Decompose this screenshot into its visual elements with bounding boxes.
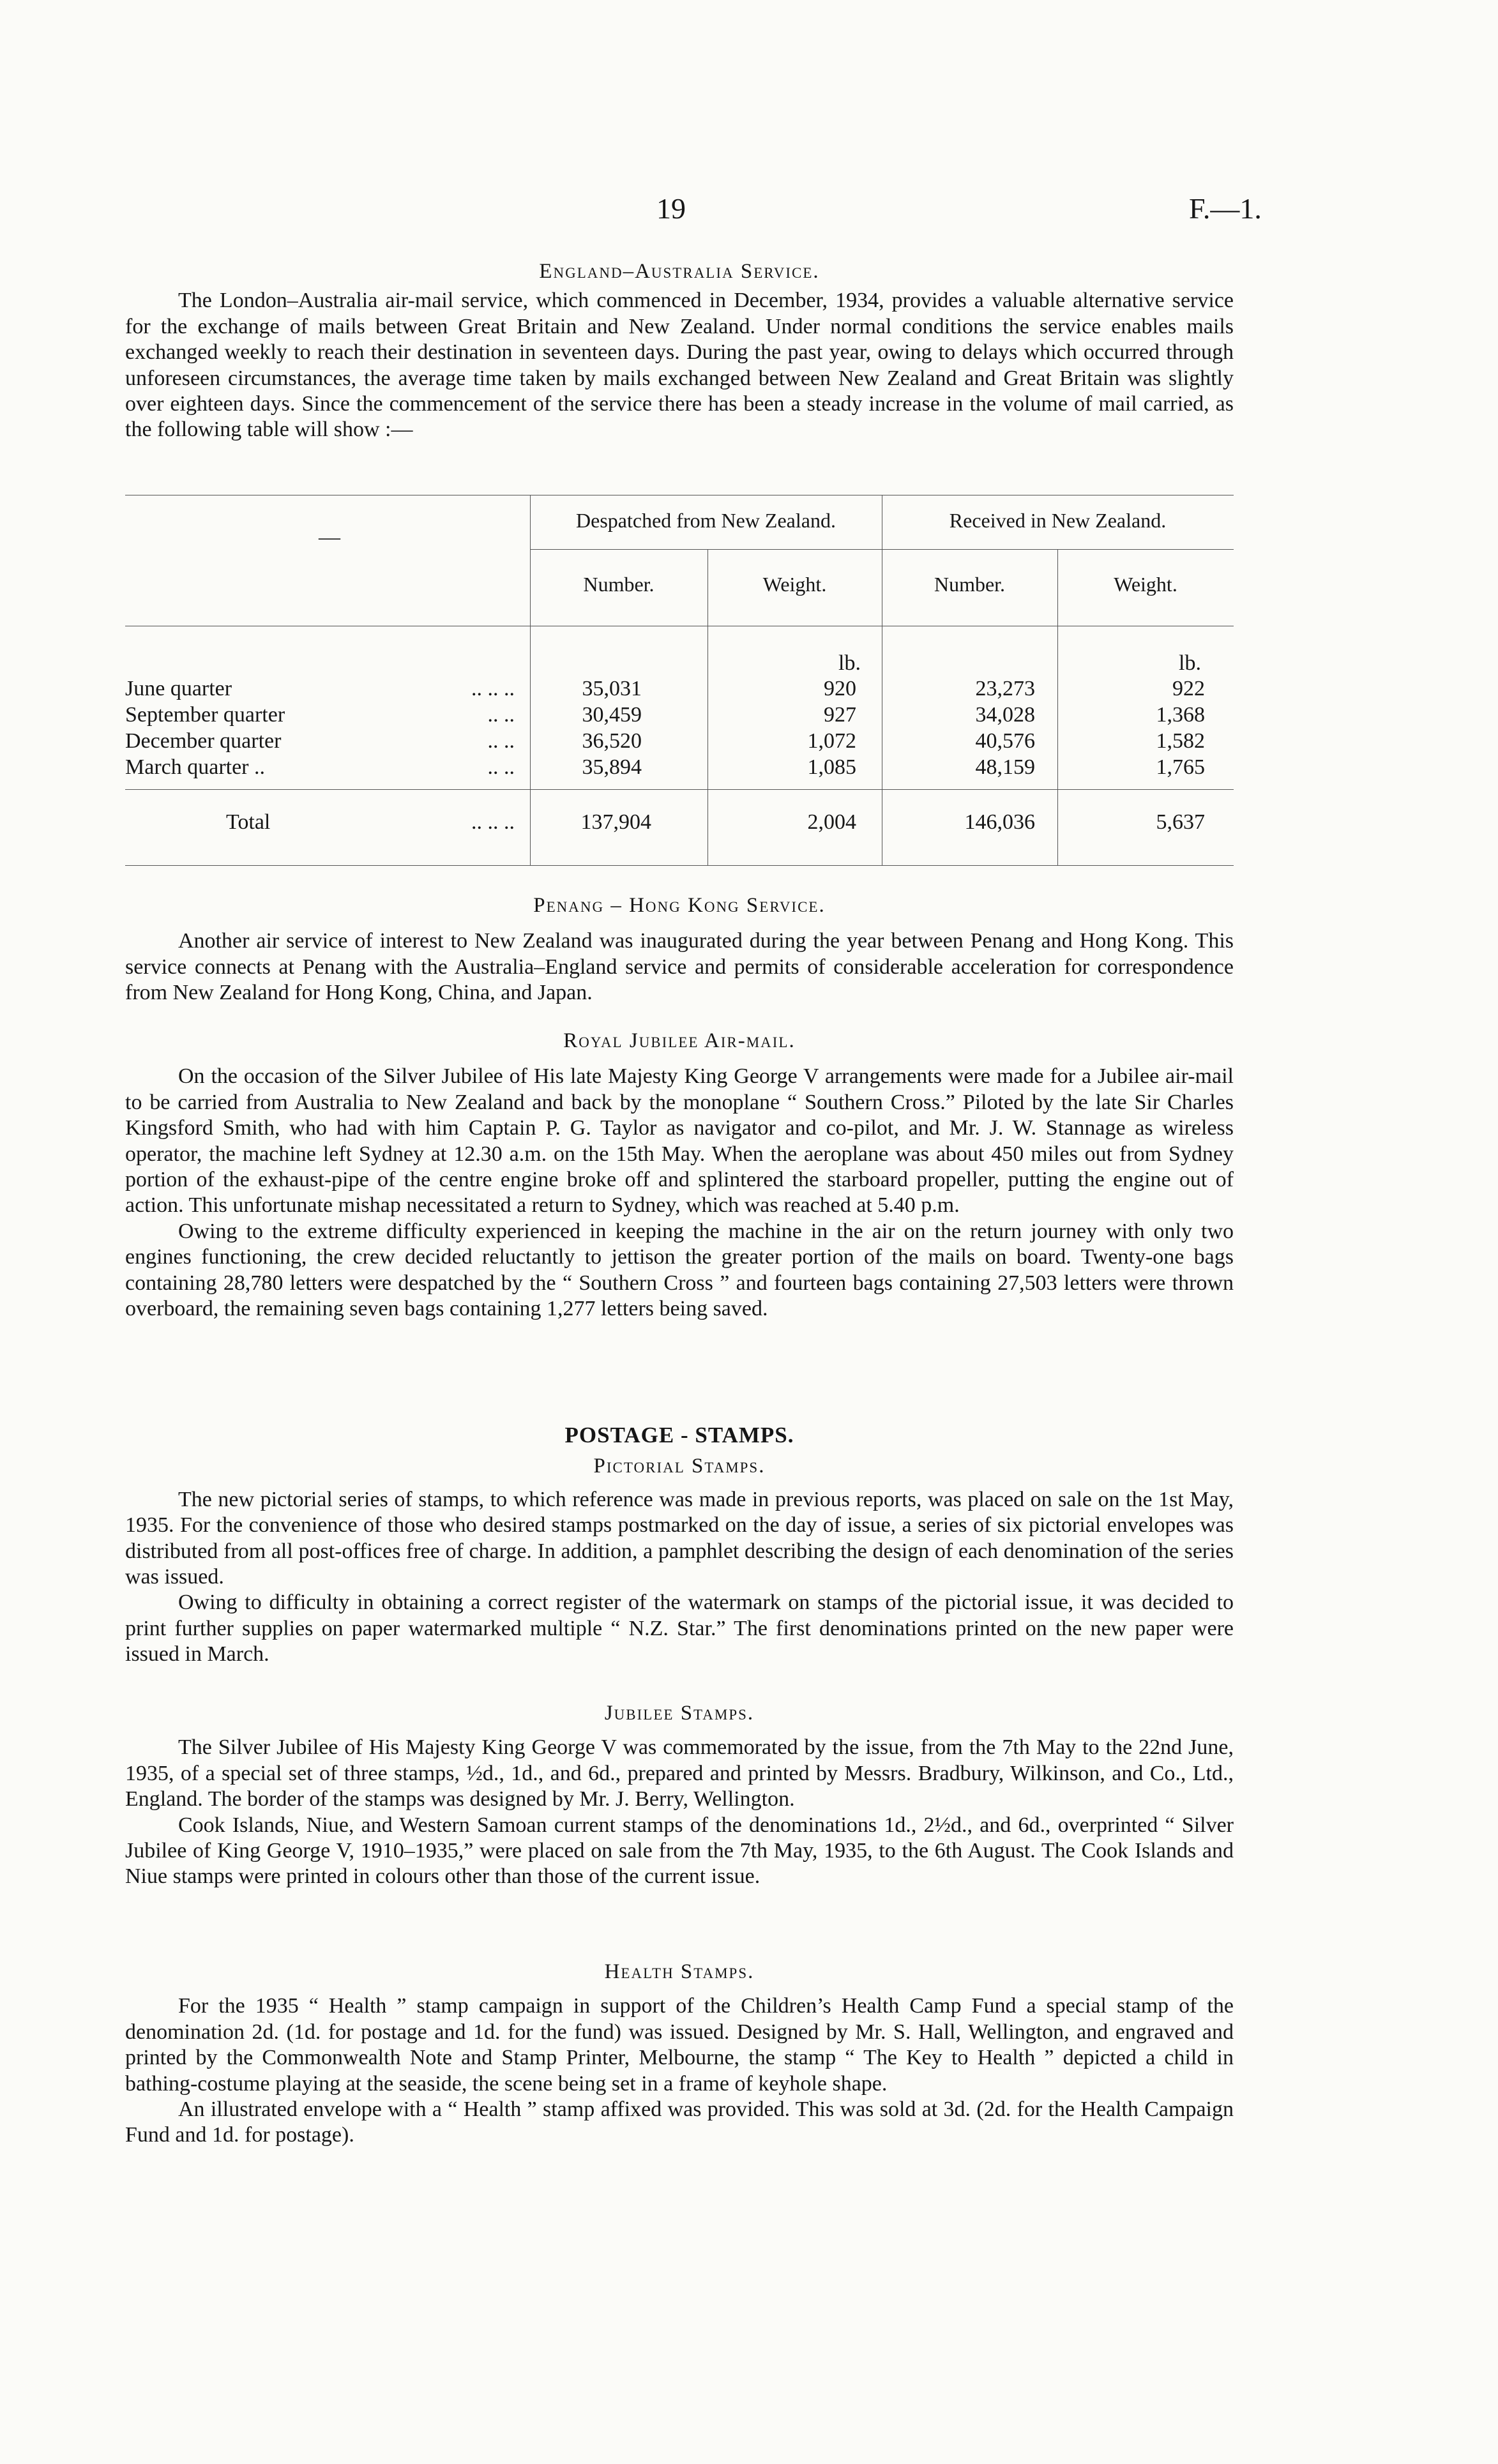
paragraph: Owing to difficulty in obtaining a correct register of the watermark on stamps of the pictorial issue, it was decided to print further supplies on paper watermarked multiple “ N.Z. Star.” The first denominations printed on the new paper were issued in March. (125, 1591, 1234, 1667)
row-leaders: .. .. .. (471, 677, 515, 700)
penang-section (125, 893, 1234, 1006)
row-label: September quarter (125, 703, 285, 727)
jubilee-stamps-section (125, 1700, 1234, 1890)
received-number: 40,576 (975, 729, 1035, 753)
paragraph: On the occasion of the Silver Jubilee of His late Majesty King George V arrangements were made for a Jubilee air-mail to be carried from Australia to New Zealand and back by the monoplane “ Southern Cross.” Piloted by the late Sir Charles Kingsford Smith, who had with him Captain P. G. Taylor as navigator and co-pilot, and Mr. J. W. Stannage as wireless operator, the machine left Sydney at 12.30 a.m. on the 15th May. When the aeroplane was about 450 miles out from Sydney portion of the exhaust-pipe of the centre engine broke off and splintered the starboard propeller, putting the engine out of action. This unfortunate mishap necessitated a return to Sydney, which was reached at 5.40 p.m. (125, 1064, 1234, 1218)
row-leaders: .. .. .. (471, 810, 515, 834)
despatched-number: 36,520 (582, 729, 642, 753)
paragraph: The Silver Jubilee of His Majesty King George V was commemorated by the issue, from the 7th May to the 22nd June, 1935, of a special set of three stamps, ½d., 1d., and 6d., prepared and printed by Messrs. Bradbury, Wilkinson, and Co., Ltd., England. The border of the stamps was designed by Mr. J. Berry, Wellington. (125, 1735, 1234, 1811)
column-header-weight: Weight. (762, 573, 827, 596)
despatched-weight: 920 (824, 677, 856, 700)
despatched-number-total: 137,904 (580, 810, 651, 834)
health-stamps-section (125, 1959, 1234, 2149)
total-label: Total (226, 810, 271, 834)
despatched-weight: 927 (824, 703, 856, 727)
unit-label: lb. (1179, 651, 1201, 675)
despatched-weight-total: 2,004 (807, 810, 856, 834)
paragraph: Owing to the extreme difficulty experienced in keeping the machine in the air on the return journey with only two engines functioning, the crew decided reluctantly to jettison the greater portion of the mails on board. Twenty-one bags containing 28,780 letters were despatched by the “ Southern Cross ” and fourteen bags containing 27,503 letters were thrown overboard, the remaining seven bags containing 1,277 letters being saved. (125, 1219, 1234, 1321)
section-heading: Health Stamps. (604, 1960, 755, 1983)
despatched-weight: 1,072 (807, 729, 856, 753)
group-header-despatched: Despatched from New Zealand. (576, 509, 836, 532)
paragraph: The new pictorial series of stamps, to which reference was made in previous reports, was placed on sale on the 1st May, 1935. For the convenience of those who desired stamps postmarked on the day of issue, a series of six pictorial envelopes was distributed from all post-offices free of charge. In addition, a pamphlet describing the design of each denomination of the series was issued. (125, 1487, 1234, 1589)
postage-stamps-section (125, 1423, 1234, 1668)
received-weight: 1,582 (1156, 729, 1205, 753)
row-leaders: .. .. (487, 729, 515, 753)
despatched-number: 30,459 (582, 703, 642, 727)
section-heading: Penang – Hong Kong Service. (533, 894, 826, 917)
row-label: March quarter .. (125, 755, 266, 779)
group-header-received: Received in New Zealand. (949, 509, 1167, 532)
unit-label: lb. (838, 651, 861, 675)
row-label: December quarter (125, 729, 282, 753)
received-number: 23,273 (975, 677, 1035, 700)
section-heading: Royal Jubilee Air-mail. (563, 1029, 796, 1052)
received-number-total: 146,036 (964, 810, 1035, 834)
received-weight: 1,765 (1156, 755, 1205, 779)
paragraph: For the 1935 “ Health ” stamp campaign in support of the Children’s Health Camp Fund a special stamp of the denomination 2d. (1d. for postage and 1d. for the fund) was issued. Designed by Mr. S. Hall, Wellington, and engraved and printed by the Commonwealth Note and Stamp Printer, Melbourne, the stamp “ The Key to Health ” depicted a child in bathing-costume playing at the seaside, the scene being set in a frame of keyhole shape. (125, 1994, 1234, 2096)
table-rule (530, 549, 1234, 550)
section-heading: England–Australia Service. (539, 260, 820, 283)
table-rule (125, 789, 1234, 790)
despatched-weight: 1,085 (807, 755, 856, 779)
document-reference: F.—1. (1189, 192, 1262, 225)
jubilee-airmail-section (125, 1028, 1234, 1322)
received-weight: 922 (1172, 677, 1205, 700)
received-weight: 1,368 (1156, 703, 1205, 727)
despatched-number: 35,894 (582, 755, 642, 779)
paragraph: Cook Islands, Niue, and Western Samoan current stamps of the denominations 1d., 2½d., and 6d., overprinted “ Silver Jubilee of King George V, 1910–1935,” were placed on sale from the 7th May, 1935, to the 6th August. The Cook Islands and Niue stamps were printed in colours other than those of the current issue. (125, 1813, 1234, 1889)
received-number: 34,028 (975, 703, 1035, 727)
received-number: 48,159 (975, 755, 1035, 779)
paragraph: The London–Australia air-mail service, which commenced in December, 1934, provides a valuable alternative service for the exchange of mails between Great Britain and New Zealand. Under normal conditions the service enables mails exchanged weekly to reach their destination in seventeen days. During the past year, owing to delays which occurred through unforeseen circumstances, the average time taken by mails exchanged between New Zealand and Great Britain was slightly over eighteen days. Since the commencement of the service there has been a steady increase in the volume of mail carried, as the following table will show :— (125, 289, 1234, 442)
received-weight-total: 5,637 (1156, 810, 1205, 834)
despatched-number: 35,031 (582, 677, 642, 700)
column-header-number: Number. (934, 573, 1006, 596)
page-number: 19 (656, 192, 686, 225)
row-leaders: .. .. (487, 703, 515, 727)
column-header-number: Number. (583, 573, 654, 596)
section-heading: Jubilee Stamps. (604, 1702, 755, 1725)
main-heading: POSTAGE - STAMPS. (564, 1423, 794, 1447)
england-australia-section (125, 259, 1234, 443)
row-leaders: .. .. (487, 755, 515, 779)
section-heading: Pictorial Stamps. (593, 1455, 766, 1478)
column-header-weight: Weight. (1114, 573, 1177, 596)
airmail-volume-table (125, 495, 1234, 866)
paragraph: An illustrated envelope with a “ Health ” stamp affixed was provided. This was sold at 3d. (2d. for the Health Campaign Fund and 1d. for postage). (125, 2097, 1234, 2147)
table-corner: — (319, 525, 340, 549)
table-rule (125, 865, 1234, 866)
paragraph: Another air service of interest to New Zealand was inaugurated during the year between Penang and Hong Kong. This service connects at Penang with the Australia–England service and permits of considerable acceleration for correspondence from New Zealand for Hong Kong, China, and Japan. (125, 929, 1234, 1005)
row-label: June quarter (125, 677, 232, 700)
